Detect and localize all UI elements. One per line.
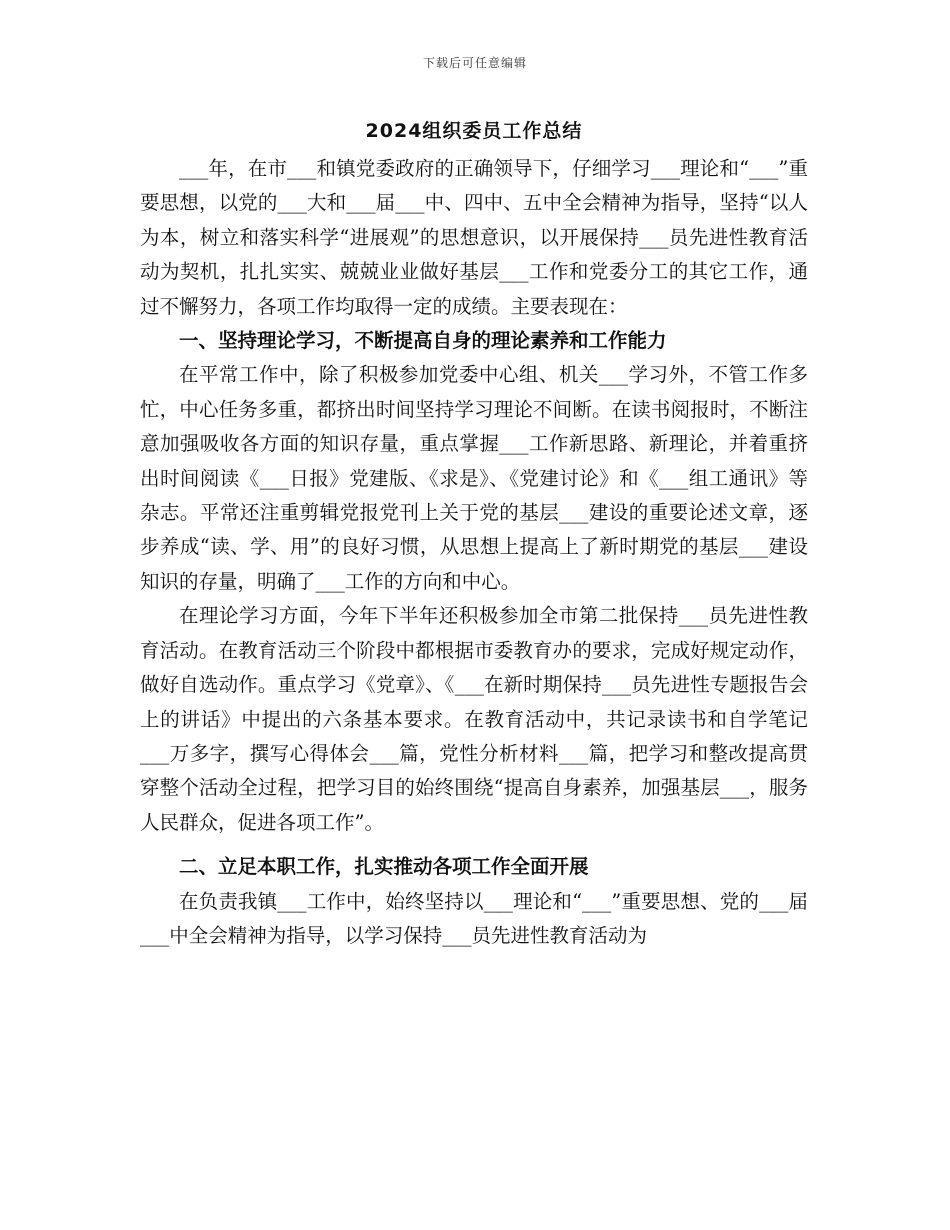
section-heading-2: 二、立足本职工作，扎实推动各项工作全面开展	[179, 855, 589, 879]
paragraph-study-2: 在理论学习方面，今年下半年还积极参加全市第二批保持___员先进性教育活动。在教育活动三个阶段中都根据市委教育办的要求，完成好规定动作，做好自选动作。重点学习《党章》、《___在新时期保持___员先进性专题报告会上的讲话》中提出的六条基本要求。在教育活动中，共记录读书和自学笔记___万多字，撰写心得体会___篇，党性分析材料___篇，把学习和整改提高贯穿整个活动全过程，把学习目的始终围绕“提高自身素养，加强基层___，服务人民群众，促进各项工作”。	[140, 604, 808, 834]
section-heading-1: 一、坚持理论学习，不断提高自身的理论素养和工作能力	[179, 329, 667, 353]
paragraph-study-1: 在平常工作中，除了积极参加党委中心组、机关___学习外，不管工作多忙，中心任务多重，都挤出时间坚持学习理论不间断。在读书阅报时，不断注意加强吸收各方面的知识存量，重点掌握___工作新思路、新理论，并着重挤出时间阅读《___日报》党建版、《求是》、《党建讨论》和《___组工通讯》等杂志。平常还注重剪辑党报党刊上关于党的基层___建设的重要论述文章，逐步养成“读、学、用”的良好习惯，从思想上提高上了新时期党的基层___建设知识的存量，明确了___工作的方向和中心。	[140, 363, 808, 593]
paragraph-intro: ___年，在市___和镇党委政府的正确领导下，仔细学习___理论和“___”重要思想，以党的___大和___届___中、四中、五中全会精神为指导，坚持“以人为本，树立和落实科学“进展观”的思想意识，以开展保持___员先进性教育活动为契机，扎扎实实、兢兢业业做好基层___工作和党委分工的其它工作，通过不懈努力，各项工作均取得一定的成绩。主要表现在：	[140, 157, 808, 318]
document-title: 2024组织委员工作总结	[365, 120, 583, 142]
paragraph-work-1: 在负责我镇___工作中，始终坚持以___理论和“___”重要思想、党的___届___中全会精神为指导，以学习保持___员先进性教育活动为	[140, 889, 808, 947]
header-note: 下载后可任意编辑	[422, 56, 527, 70]
document-body	[140, 152, 808, 953]
